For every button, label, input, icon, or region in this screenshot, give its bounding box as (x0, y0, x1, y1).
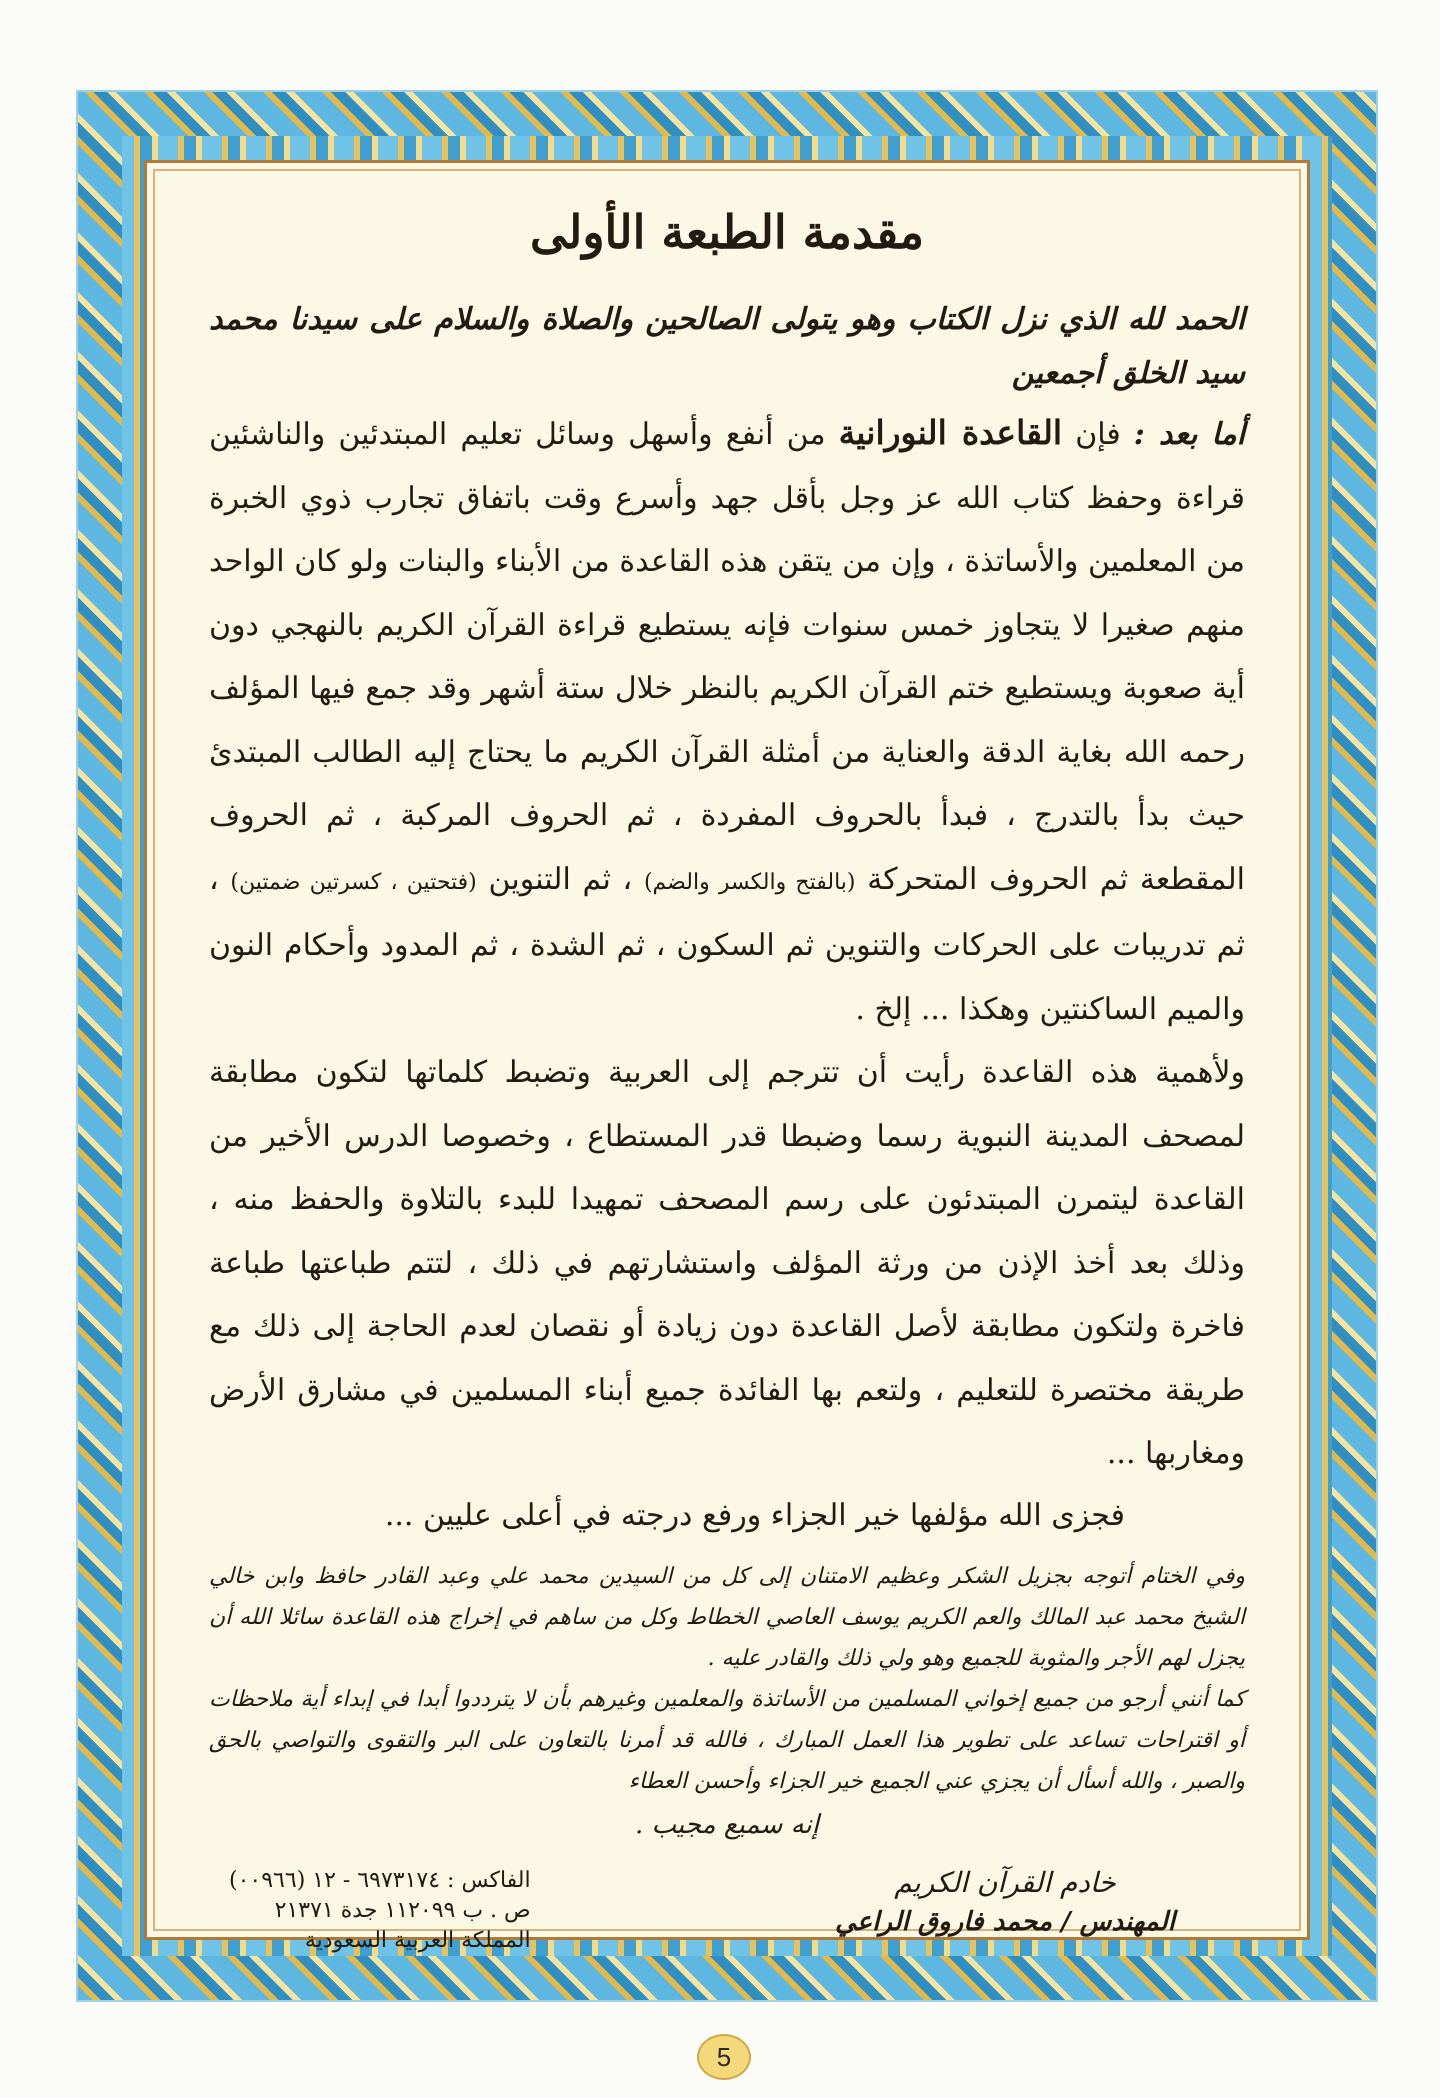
intro-mid: ، ثم التنوين (488, 861, 633, 897)
contact-block (209, 1866, 531, 1956)
intro-pre: فإن (1075, 417, 1121, 452)
closing-request: كما أنني أرجو من جميع إخواني المسلمين من الأساتذة والمعلمين وغيرهم بأن لا يترددوا أبدا في إبداء أية ملاحظات أو اقتراحات تساعد على تطوير هذا العمل المبارك ، فالله قد أمرنا بالتعاون على البر والتقوى والتواصي بالحق والصبر ، والله أسأل أن يجزي عني الجميع خير الجزاء وأحسن العطاء (209, 1686, 1245, 1794)
prayer-line: فجزى الله مؤلفها خير الجزاء ورفع درجته في أعلى عليين ... (384, 1497, 1125, 1533)
page-content-panel (144, 160, 1310, 1953)
importance-paragraph: ولأهمية هذه القاعدة رأيت أن تترجم إلى العربية وتضبط كلماتها لتكون مطابقة لمصحف المدينة النبوية رسما وضبطا قدر المستطاع ، وخصوصا الدرس الأخير من القاعدة ليتمرن المبتدئون على رسم المصحف تمهيدا للبدء بالتلاوة والحفظ منه ، وذلك بعد أخذ الإذن من ورثة المؤلف واستشارتهم في ذلك ، لتتم طباعتها طباعة فاخرة ولتكون مطابقة لأصل القاعدة دون زيادة أو نقصان لعدم الحاجة إلى ذلك مع طريقة مختصرة للتعليم ، ولتعم بها الفائدة جميع أبناء المسلمين في مشارق الأرض ومغاربها ... (209, 1055, 1245, 1471)
signature-block (835, 1866, 1245, 1937)
intro-paragraph (209, 401, 1245, 1041)
tanween-note: (فتحتين ، كسرتين ضمتين) (230, 869, 477, 895)
intro-text: من أنفع وأسهل وسائل تعليم المبتدئين والناشئين قراءة وحفظ كتاب الله عز وجل بأقل جهد وأسرع وقت باتفاق تجارب ذوي الخبرة من المعلمين والأساتذة ، وإن من يتقن هذه القاعدة من الأبناء والبنات ولو كان الواحد منهم صغيرا لا يتجاوز خمس سنوات فإنه يستطيع قراءة القرآن الكريم بالنهجي دون أية صعوبة ويستطيع ختم القرآن الكريم بالنظر خلال ستة أشهر وقد جمع فيها المؤلف رحمه الله بغاية الدقة والعناية من أمثلة القرآن الكريم ما يحتاج إليه الطالب المبتدئ حيث بدأ بالتدرج ، فبدأ بالحروف المفردة ، ثم الحروف المركبة ، ثم الحروف المقطعة ثم الحروف المتحركة (209, 417, 1245, 897)
footer (209, 1866, 1245, 1956)
page-title: مقدمة الطبعة الأولى (529, 205, 925, 259)
po-box-line: ص . ب ١١٢٠٩٩ جدة ٢١٣٧١ (274, 1897, 531, 1923)
fax-line: الفاكس : ٦٩٧٣١٧٤ - ١٢ (٠٠٩٦٦) (229, 1867, 531, 1893)
country-line: المملكة العربية السعودية (304, 1927, 531, 1953)
page-number: 5 (697, 2034, 751, 2080)
vowel-note: (بالفتح والكسر والضم) (643, 869, 856, 895)
final-line: إنه سميع مجيب . (634, 1809, 820, 1840)
book-name: القاعدة النورانية (838, 413, 1063, 452)
intro-lead: أما بعد : (1133, 417, 1245, 452)
closing-thanks: وفي الختام أتوجه بجزيل الشكر وعظيم الامتنان إلى كل من السيدين محمد علي وعبد القادر حافظ وابن خالي الشيخ محمد عبد المالك والعم الكريم يوسف العاصي الخطاط وكل من ساهم في إخراج هذه القاعدة سائلا الله أن يجزل لهم الأجر والمثوبة للجميع وهو ولي ذلك والقادر عليه . (209, 1563, 1245, 1671)
opening-greeting: الحمد لله الذي نزل الكتاب وهو يتولى الصالحين والصلاة والسلام على سيدنا محمد سيد الخلق أجمعين (209, 302, 1245, 391)
intro-text-end: ، ثم تدريبات على الحركات والتنوين ثم السكون ، ثم الشدة ، ثم المدود وأحكام النون والميم الساكنتين وهكذا ... إلخ . (209, 861, 1245, 1027)
signature-name: المهندس / محمد فاروق الراعي (834, 1906, 1175, 1937)
signature-title: خادم القرآن الكريم (894, 1865, 1116, 1899)
